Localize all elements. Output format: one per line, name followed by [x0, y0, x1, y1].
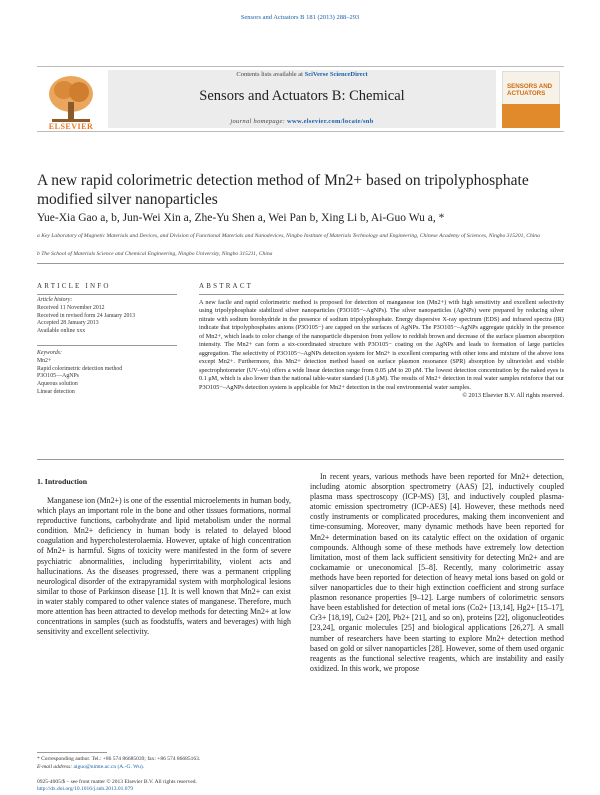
sciencedirect-link[interactable]: SciVerse ScienceDirect [304, 71, 368, 78]
cover-title: SENSORS AND ACTUATORS [507, 83, 553, 97]
article-info-rule [37, 294, 177, 295]
author-list: Yue-Xia Gao a, b, Jun-Wei Xin a, Zhe-Yu Shen a, Wei Pan b, Xing Li b, Ai-Guo Wu a, * [37, 212, 445, 224]
journal-homepage [108, 118, 496, 125]
email-link[interactable]: aiguo@nimte.ac.cn (A.-G. Wu). [73, 764, 145, 770]
journal-reference[interactable]: Sensors and Actuators B 181 (2013) 288–293 [240, 14, 360, 21]
keyword: Linear detection [37, 388, 75, 395]
intro-left-column [37, 496, 291, 637]
cover-graphic [502, 104, 560, 128]
journal-title: Sensors and Actuators B: Chemical [199, 88, 405, 104]
keywords-label: Keywords: [37, 350, 62, 356]
intro-right-column [310, 472, 564, 674]
corresponding-author: * Corresponding author. Tel.: +86 574 86685039; fax: +86 574 86685163. [37, 756, 201, 762]
copyright: © 2013 Elsevier B.V. All rights reserved. [462, 391, 564, 399]
email-label: E-mail address: [37, 764, 73, 770]
history-label: Article history: [37, 297, 73, 303]
issn-line: 0925-4005/$ – see front matter © 2013 Elsevier B.V. All rights reserved. [37, 779, 197, 785]
affiliation-b: b The School of Materials Science and Chemical Engineering, Ningbo University, Ningbo 315211, China [37, 251, 273, 257]
keywords-rule [37, 345, 177, 346]
keyword: Aqueous solution [37, 381, 78, 388]
article-info-heading: ARTICLE INFO [37, 282, 111, 290]
abstract-body [199, 294, 564, 400]
doi-link[interactable]: http://dx.doi.org/10.1016/j.snb.2013.01.079 [37, 786, 134, 792]
homepage-link[interactable]: www.elsevier.com/locate/snb [287, 118, 374, 125]
revised-date: Received in revised form 24 January 2013 [37, 312, 136, 319]
footnote [37, 756, 291, 764]
homepage-prefix: journal homepage: [230, 118, 286, 125]
title-line-1: A new rapid colorimetric detection method of Mn2+ based on tripolyphosphate [37, 172, 529, 189]
accepted-date: Accepted 28 January 2013 [37, 320, 99, 327]
abstract-paragraph: A new facile and rapid colorimetric method is proposed for detection of manganese ion (Mn2+) with high sensitivity and excellent selectivity using tripolyphosphate stabilized silver nanoparticles (P3O105−–AgNPs). The silver nanoparticles (AgNPs) were prepared by reducing silver nitrate with sodium borohydride in the presence of sodium tripolyphosphate. Energy dispersive X-ray spectrum (EDS) and infrared spectra (IR) indicate that tripolyphosphates anions (P3O105−) are capped on the surfaces of AgNPs. The P3O105−–AgNPs aggregate quickly in the presence of Mn2+, which leads to color change of the nanoparticle dispersion from yellow to reddish brown and decrease of the surface plasmon absorption intensity. The Mn2+ can form a six-coordinated structure with P3O105− coating on the AgNPs and leads to formation of large particles aggregation. The selectivity of P3O105−–AgNPs detection system for Mn2+ is excellent comparing with other ions and mixture of the above ions except Mn2+. Furthermore, this Mn2+ detection method based on surface plasmon resonance (SPR) absorption by ultraviolet and visible spectrophotometer (UV–vis) offers a wide linear detection range from 0.05 μM to 20 μM. The lowest detection concentration by the naked eyes is 0.1 μM, which is also lower than the national table-water standard (1.8 μM). The results of Mn2+ detection in real water samples reinforce that our P3O105−–AgNPs detection system is applicable for Mn2+ detection in the real environmental water samples. [199, 299, 564, 391]
contents-prefix: Contents lists available at [236, 71, 303, 78]
footnote-rule [37, 752, 107, 753]
divider [37, 459, 564, 460]
contents-line [108, 71, 496, 78]
title-line-2: modified silver nanoparticles [37, 191, 218, 208]
elsevier-tree-logo [40, 72, 102, 127]
article-title [37, 171, 564, 209]
section-heading: 1. Introduction [37, 477, 88, 486]
received-date: Received 11 November 2012 [37, 304, 105, 311]
keyword: P3O105−–AgNPs [37, 373, 79, 380]
keyword: Rapid colorimetric detection method [37, 365, 123, 372]
keyword: Mn2+ [37, 357, 52, 364]
intro-paragraph: In recent years, various methods have been reported for Mn2+ detection, including atomic absorption spectrometry (AAS) [2], inductively coupled plasma mass spectroscopy (ICP-MS) [3], and inductively coupled plasma-atomic emission spectrometry (ICP-AES) [4]. However, these methods need costly instruments or complicated procedures, making them inconvenient and time-consuming. Moreover, many dynamic methods have been reported for Mn2+ determination based on its catalytic effect on the oxidation of organic compounds. Although some of these methods have extremely low detection limitation, most of them lack sufficient sensitivity for detecting Mn2+ and are cockamamie or uneconomical [5–8]. Recently, many colorimetric assay methods have been reported for detection of heavy metal ions based on gold or silver nanoparticles due to their high extinction coefficient and strong surface plasmon resonance properties [9–12]. Large numbers of colorimetric sensors have been established for detection of metal ions (Co2+ [13,14], Hg2+ [15–17], Cr3+ [18,19], Cu2+ [20], Pb2+ [21], and so on), proteins [22], oligonucleotides [23,24], organic molecules [25] and biological applications [26,27]. A small number of researchers have been starting to explore Mn2+ detection method based on gold or silver nanoparticles [28]. However, some of them used organic reagents as the functional selective reagents, which are instability and easily oxidized. In this work, we propose [310, 472, 564, 673]
intro-paragraph: Manganese ion (Mn2+) is one of the essential microelements in human body, which plays an important role in the bone and other tissues formations, normal reproductive functions, carbohydrate and lipid metabolism under the normal condition. Mn2+ deficiency in human body is related to delayed blood coagulation and hypercholesterolaemia. However, uptake of high concentration of Mn2+ is harmful. Signs of toxicity were manifested in the form of severe psychiatric abnormalities, including hyperirritability, violent acts and hallucinations. As the diseases progressed, there was a permanent crippling neurological disorder of the extrapyramidal system with morphological lesions similar to those of Parkinson disease [1]. It is well known that Mn2+ can exist in water stably compared to other valence states of manganese. Therefore, much more attention has been attracted to develop methods for detecting Mn2+ at low concentrations in samples (such as foodstuffs, waters and beverages) with high sensitivity and excellent selectivity. [37, 496, 291, 637]
article-history [37, 297, 177, 336]
front-matter [37, 779, 291, 793]
divider [37, 263, 564, 264]
affiliation-a: a Key Laboratory of Magnetic Materials and Devices, and Division of Functional Materials and Nanodevices, Ningbo Institute of Materials Technology and Engineering, Chinese Academy of Sciences, Ningbo 315201, China [37, 233, 540, 239]
publisher-name: ELSEVIER [48, 122, 94, 131]
keywords-block [37, 350, 177, 397]
online-date: Available online xxx [37, 328, 86, 335]
abstract-heading: ABSTRACT [199, 282, 254, 290]
email-line [37, 764, 291, 772]
